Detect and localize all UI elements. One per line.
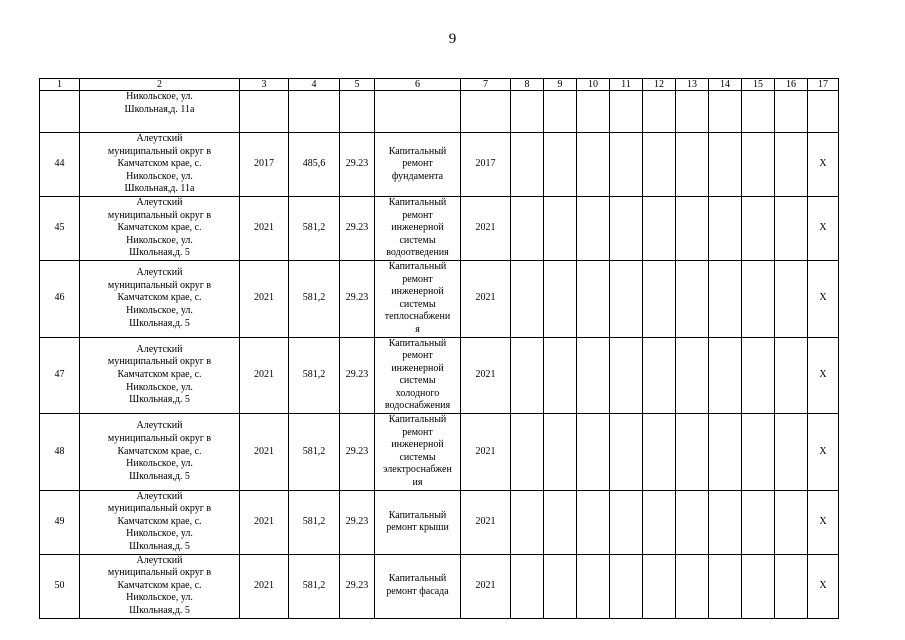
work-line: ия	[412, 477, 423, 489]
empty-cell	[742, 133, 775, 197]
mark-cell: X	[808, 554, 839, 618]
empty-cell	[577, 490, 610, 554]
empty-cell	[775, 133, 808, 197]
empty-cell	[610, 554, 643, 618]
plan-year-cell: 2021	[461, 490, 511, 554]
work-line: Капитальный	[388, 414, 447, 426]
work-line: ремонт	[402, 350, 433, 362]
row-number-cell: 46	[40, 260, 80, 337]
table-row	[40, 260, 839, 337]
page-number: 9	[448, 31, 457, 47]
empty-cell	[610, 133, 643, 197]
area-cell: 581,2	[289, 554, 340, 618]
empty-cell	[742, 196, 775, 260]
address-line: Камчатском крае, с.	[117, 445, 202, 457]
empty-cell	[709, 260, 742, 337]
address-line: Камчатском крае, с.	[117, 292, 202, 304]
column-number-header: 11	[610, 79, 643, 91]
code-cell: 29.23	[340, 414, 375, 491]
address-line: Алеутский	[136, 196, 183, 208]
empty-cell	[676, 133, 709, 197]
empty-cell	[544, 133, 577, 197]
plan-year-cell: 2021	[461, 196, 511, 260]
table-row	[40, 133, 839, 197]
row-number-cell: 44	[40, 133, 80, 197]
empty-cell	[610, 490, 643, 554]
area-cell: 581,2	[289, 260, 340, 337]
address-line: Школьная,д. 5	[129, 247, 190, 259]
mark-cell: X	[808, 490, 839, 554]
empty-cell	[643, 91, 676, 133]
work-type-cell	[375, 414, 461, 491]
empty-cell	[511, 490, 544, 554]
address-cell	[80, 554, 240, 618]
empty-cell	[775, 196, 808, 260]
work-line: Капитальный	[388, 145, 447, 157]
area-cell: 581,2	[289, 490, 340, 554]
empty-cell	[461, 91, 511, 133]
empty-cell	[577, 196, 610, 260]
mark-cell: X	[808, 414, 839, 491]
work-line: Капитальный	[388, 260, 447, 272]
code-cell: 29.23	[340, 337, 375, 414]
address-line: Никольское, ул.	[126, 91, 193, 102]
empty-cell	[808, 91, 839, 133]
empty-cell	[544, 91, 577, 133]
mark-cell: X	[808, 196, 839, 260]
empty-cell	[676, 91, 709, 133]
address-line: Камчатском крае, с.	[117, 579, 202, 591]
work-line: я	[415, 323, 420, 335]
address-line: Никольское, ул.	[126, 381, 193, 393]
address-cell	[80, 196, 240, 260]
empty-cell	[610, 414, 643, 491]
work-line: инженерной	[391, 286, 444, 298]
empty-cell	[577, 337, 610, 414]
area-cell: 485,6	[289, 133, 340, 197]
address-cell	[80, 414, 240, 491]
address-cell	[80, 490, 240, 554]
empty-cell	[544, 554, 577, 618]
empty-cell	[240, 91, 289, 133]
row-number-cell: 48	[40, 414, 80, 491]
empty-cell	[375, 91, 461, 133]
continuation-row	[40, 91, 839, 133]
address-line: Алеутский	[136, 490, 183, 502]
empty-cell	[709, 490, 742, 554]
code-cell: 29.23	[340, 196, 375, 260]
empty-cell	[643, 133, 676, 197]
work-line: ремонт	[402, 426, 433, 438]
empty-cell	[643, 414, 676, 491]
empty-cell	[643, 337, 676, 414]
year-cell: 2021	[240, 554, 289, 618]
work-line: водоснабжения	[384, 400, 451, 412]
empty-cell	[676, 490, 709, 554]
empty-cell	[511, 196, 544, 260]
column-number-header: 14	[709, 79, 742, 91]
empty-cell	[775, 91, 808, 133]
year-cell: 2017	[240, 133, 289, 197]
column-number-header: 17	[808, 79, 839, 91]
year-cell: 2021	[240, 414, 289, 491]
column-number-header: 12	[643, 79, 676, 91]
empty-cell	[577, 554, 610, 618]
empty-cell	[775, 490, 808, 554]
empty-cell	[577, 414, 610, 491]
column-number-header: 16	[775, 79, 808, 91]
plan-year-cell: 2021	[461, 554, 511, 618]
work-line: Капитальный	[388, 573, 447, 585]
empty-cell	[544, 196, 577, 260]
code-cell: 29.23	[340, 133, 375, 197]
column-number-header: 6	[375, 79, 461, 91]
code-cell: 29.23	[340, 490, 375, 554]
empty-cell	[643, 554, 676, 618]
empty-cell	[511, 414, 544, 491]
address-line: Школьная,д. 5	[129, 470, 190, 482]
plan-year-cell: 2021	[461, 260, 511, 337]
empty-cell	[40, 91, 80, 133]
work-line: электроснабжен	[383, 464, 452, 476]
empty-cell	[676, 260, 709, 337]
address-line: Никольское, ул.	[126, 170, 193, 182]
work-line: системы	[399, 451, 436, 463]
empty-cell	[676, 337, 709, 414]
address-line: Никольское, ул.	[126, 528, 193, 540]
address-line: Школьная,д. 5	[129, 317, 190, 329]
row-number-cell: 47	[40, 337, 80, 414]
work-line: Капитальный	[388, 337, 447, 349]
work-line: Капитальный	[388, 196, 447, 208]
mark-cell: X	[808, 133, 839, 197]
empty-cell	[676, 554, 709, 618]
work-line: водоотведения	[386, 247, 449, 259]
address-line: муниципальный округ в	[107, 503, 212, 515]
work-type-cell	[375, 133, 461, 197]
column-number-header: 3	[240, 79, 289, 91]
year-cell: 2021	[240, 260, 289, 337]
column-number-row	[40, 79, 839, 91]
work-line: ремонт	[402, 158, 433, 170]
address-line: муниципальный округ в	[107, 279, 212, 291]
empty-cell	[577, 260, 610, 337]
row-number-cell: 45	[40, 196, 80, 260]
empty-cell	[544, 490, 577, 554]
address-line: Алеутский	[136, 133, 183, 144]
area-cell: 581,2	[289, 414, 340, 491]
work-line: холодного	[395, 387, 440, 399]
empty-cell	[577, 91, 610, 133]
work-type-cell	[375, 490, 461, 554]
capital-repair-table	[39, 78, 839, 619]
work-line: системы	[399, 298, 436, 310]
plan-year-cell: 2017	[461, 133, 511, 197]
address-line: Школьная,д. 11а	[124, 103, 195, 115]
column-number-header: 9	[544, 79, 577, 91]
plan-year-cell: 2021	[461, 414, 511, 491]
empty-cell	[577, 133, 610, 197]
column-number-header: 4	[289, 79, 340, 91]
work-line: системы	[399, 234, 436, 246]
empty-cell	[742, 554, 775, 618]
empty-cell	[709, 133, 742, 197]
address-line: муниципальный округ в	[107, 567, 212, 579]
address-line: муниципальный округ в	[107, 145, 212, 157]
table-row	[40, 554, 839, 618]
work-line: ремонт	[402, 273, 433, 285]
empty-cell	[610, 196, 643, 260]
plan-year-cell: 2021	[461, 337, 511, 414]
work-line: теплоснабжени	[384, 311, 451, 323]
empty-cell	[775, 414, 808, 491]
column-number-header: 15	[742, 79, 775, 91]
table-row	[40, 414, 839, 491]
empty-cell	[610, 337, 643, 414]
empty-cell	[544, 337, 577, 414]
address-cell	[80, 337, 240, 414]
empty-cell	[610, 260, 643, 337]
work-line: ремонт фасада	[386, 586, 449, 598]
empty-cell	[511, 337, 544, 414]
work-line: ремонт крыши	[386, 522, 449, 534]
work-type-cell	[375, 196, 461, 260]
address-line: Алеутский	[136, 420, 183, 432]
table-row	[40, 337, 839, 414]
address-line: муниципальный округ в	[107, 432, 212, 444]
empty-cell	[742, 490, 775, 554]
table-row	[40, 490, 839, 554]
address-line: Алеутский	[136, 343, 183, 355]
empty-cell	[544, 260, 577, 337]
address-line: муниципальный округ в	[107, 356, 212, 368]
empty-cell	[289, 91, 340, 133]
row-number-cell: 50	[40, 554, 80, 618]
work-line: системы	[399, 375, 436, 387]
work-line: инженерной	[391, 439, 444, 451]
empty-cell	[643, 490, 676, 554]
empty-cell	[676, 414, 709, 491]
empty-cell	[775, 554, 808, 618]
empty-cell	[610, 91, 643, 133]
address-cell	[80, 260, 240, 337]
column-number-header: 10	[577, 79, 610, 91]
empty-cell	[742, 260, 775, 337]
empty-cell	[709, 91, 742, 133]
empty-cell	[643, 196, 676, 260]
address-cell	[80, 133, 240, 197]
empty-cell	[775, 260, 808, 337]
code-cell: 29.23	[340, 554, 375, 618]
column-number-header: 8	[511, 79, 544, 91]
column-number-header: 5	[340, 79, 375, 91]
empty-cell	[709, 337, 742, 414]
address-line: Камчатском крае, с.	[117, 222, 202, 234]
empty-cell	[511, 91, 544, 133]
year-cell: 2021	[240, 196, 289, 260]
area-cell: 581,2	[289, 337, 340, 414]
address-line: Школьная,д. 5	[129, 394, 190, 406]
address-line: Никольское, ул.	[126, 234, 193, 246]
year-cell: 2021	[240, 490, 289, 554]
work-line: фундамента	[391, 170, 444, 182]
address-line: Камчатском крае, с.	[117, 515, 202, 527]
address-line: Камчатском крае, с.	[117, 368, 202, 380]
empty-cell	[544, 414, 577, 491]
address-cell	[80, 91, 240, 133]
mark-cell: X	[808, 260, 839, 337]
area-cell: 581,2	[289, 196, 340, 260]
empty-cell	[742, 337, 775, 414]
work-line: инженерной	[391, 362, 444, 374]
empty-cell	[340, 91, 375, 133]
column-number-header: 13	[676, 79, 709, 91]
empty-cell	[511, 554, 544, 618]
address-line: Камчатском крае, с.	[117, 158, 202, 170]
work-line: Капитальный	[388, 509, 447, 521]
year-cell: 2021	[240, 337, 289, 414]
empty-cell	[709, 196, 742, 260]
column-number-header: 2	[80, 79, 240, 91]
address-line: Алеутский	[136, 554, 183, 566]
work-type-cell	[375, 260, 461, 337]
address-line: Школьная,д. 5	[129, 604, 190, 616]
empty-cell	[742, 91, 775, 133]
work-type-cell	[375, 337, 461, 414]
empty-cell	[775, 337, 808, 414]
address-line: Никольское, ул.	[126, 305, 193, 317]
address-line: Никольское, ул.	[126, 458, 193, 470]
empty-cell	[676, 196, 709, 260]
empty-cell	[511, 260, 544, 337]
column-number-header: 7	[461, 79, 511, 91]
empty-cell	[709, 554, 742, 618]
address-line: Алеутский	[136, 267, 183, 279]
empty-cell	[511, 133, 544, 197]
work-type-cell	[375, 554, 461, 618]
address-line: Школьная,д. 5	[129, 541, 190, 552]
mark-cell: X	[808, 337, 839, 414]
code-cell: 29.23	[340, 260, 375, 337]
address-line: Никольское, ул.	[126, 592, 193, 604]
address-line: Школьная,д. 11а	[124, 183, 195, 195]
empty-cell	[643, 260, 676, 337]
column-number-header: 1	[40, 79, 80, 91]
table-row	[40, 196, 839, 260]
empty-cell	[742, 414, 775, 491]
work-line: ремонт	[402, 209, 433, 221]
address-line: муниципальный округ в	[107, 209, 212, 221]
row-number-cell: 49	[40, 490, 80, 554]
empty-cell	[709, 414, 742, 491]
work-line: инженерной	[391, 222, 444, 234]
